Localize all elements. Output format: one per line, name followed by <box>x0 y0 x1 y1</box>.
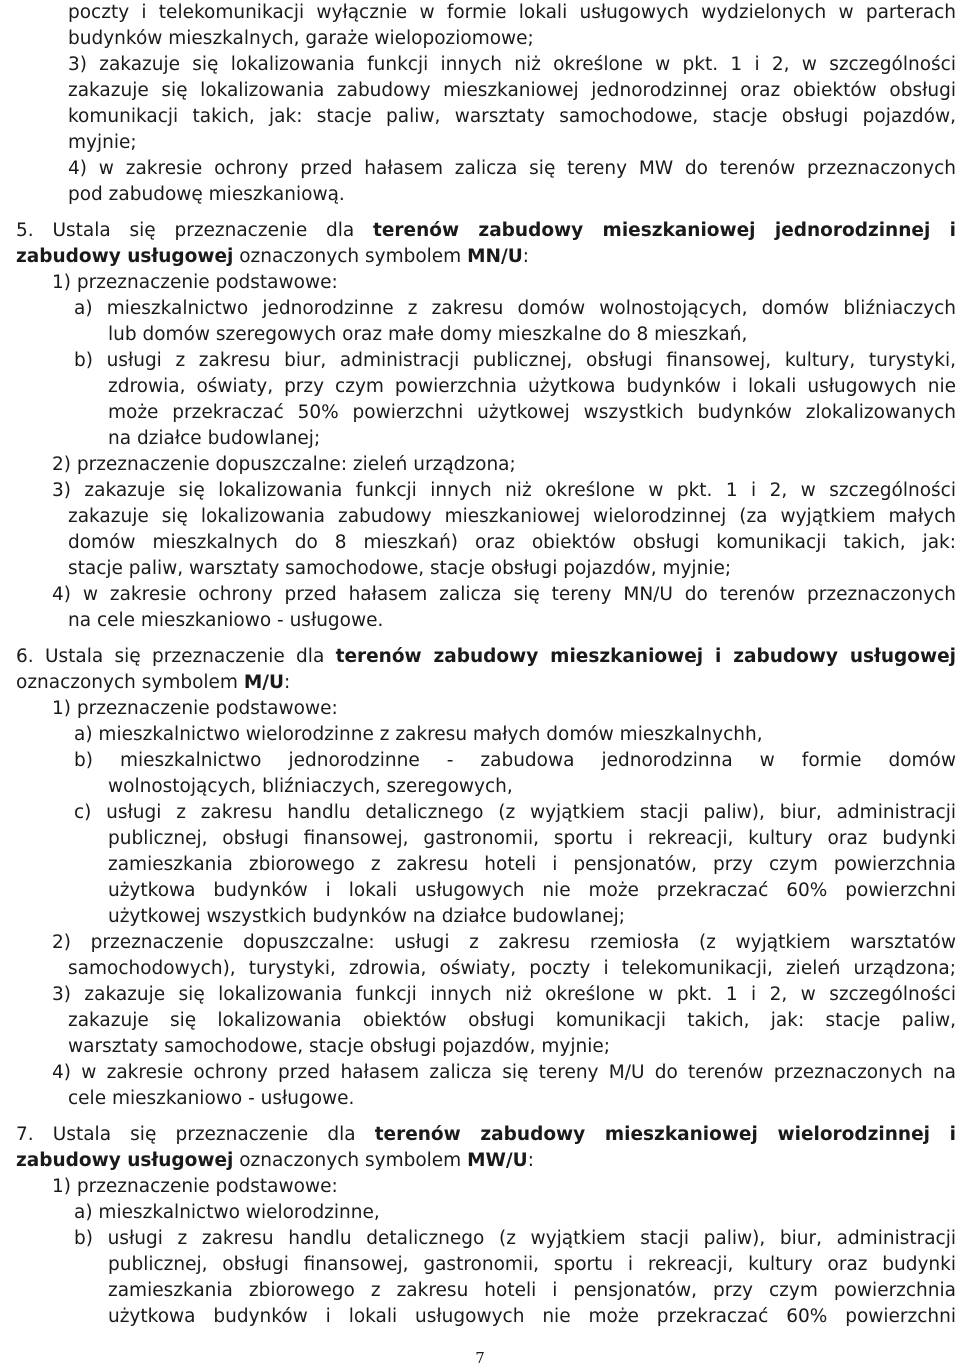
text-line: publicznej, obsługi finansowej, gastronomii, sportu i rekreacji, kultury oraz budynki <box>108 1254 956 1275</box>
section-7-heading <box>16 1122 956 1148</box>
text-line: komunikacji takich, jak: stacje paliw, warsztaty samochodowe, stacje obsługi pojazdów, <box>68 106 956 127</box>
symbol-label: oznaczonych symbolem <box>233 246 468 267</box>
section-5-intro: 5. Ustala się przeznaczenie dla <box>16 220 355 241</box>
text-line: b) mieszkalnictwo jednorodzinne - zabudowa jednorodzinna w formie domów <box>74 750 956 771</box>
section-6-intro: 6. Ustala się przeznaczenie dla <box>16 646 325 667</box>
text-line: użytkowa budynków i lokali usługowych nie może przekraczać 60% powierzchni <box>108 880 956 901</box>
text-line: wolnostojących, bliźniaczych, szeregowych, <box>108 776 513 797</box>
colon: : <box>527 1150 534 1171</box>
text-line: b) usługi z zakresu biur, administracji publicznej, obsługi finansowej, kultury, turystyki, <box>74 350 956 371</box>
text-line: 1) przeznaczenie podstawowe: <box>52 272 338 293</box>
text-line: może przekraczać 50% powierzchni użytkowej wszystkich budynków zlokalizowanych <box>108 402 956 423</box>
text-line: 4) w zakresie ochrony przed hałasem zalicza się tereny MW do terenów przeznaczonych <box>68 158 956 179</box>
page-number: 7 <box>475 1349 485 1367</box>
section-5-title-cont: zabudowy usługowej <box>16 246 234 267</box>
text-line: warsztaty samochodowe, stacje obsługi pojazdów, myjnie; <box>68 1036 611 1057</box>
text-line: zakazuje się lokalizowania zabudowy mieszkaniowej jednorodzinnej oraz obiektów obsługi <box>68 80 956 101</box>
text-line: lub domów szeregowych oraz małe domy mieszkalne do 8 mieszkań, <box>108 324 748 345</box>
symbol-mn-u: MN/U <box>467 246 523 267</box>
section-5-heading <box>16 218 956 244</box>
text-line: zamieszkania zbiorowego z zakresu hoteli i pensjonatów, przy czym powierzchnia <box>108 854 956 875</box>
text-line: zakazuje się lokalizowania obiektów obsługi komunikacji takich, jak: stacje paliw, <box>68 1010 956 1031</box>
section-5-title: terenów zabudowy mieszkaniowej jednorodzinnej i <box>373 220 956 241</box>
symbol-mw-u: MW/U <box>467 1150 528 1171</box>
section-6-heading <box>16 644 956 670</box>
text-line: 2) przeznaczenie dopuszczalne: zieleń urządzona; <box>52 454 516 475</box>
section-7-title-cont: zabudowy usługowej <box>16 1150 234 1171</box>
text-line: budynków mieszkalnych, garaże wielopoziomowe; <box>68 28 534 49</box>
text-line: a) mieszkalnictwo jednorodzinne z zakresu domów wolnostojących, domów bliźniaczych <box>74 298 956 319</box>
symbol-label: oznaczonych symbolem <box>233 1150 468 1171</box>
text-line: na cele mieszkaniowo - usługowe. <box>68 610 384 631</box>
text-line: 2) przeznaczenie dopuszczalne: usługi z zakresu rzemiosła (z wyjątkiem warsztatów <box>52 932 956 953</box>
text-line: myjnie; <box>68 132 137 153</box>
text-line: a) mieszkalnictwo wielorodzinne, <box>74 1202 380 1223</box>
text-line: c) usługi z zakresu handlu detalicznego (z wyjątkiem stacji paliw), biur, administracji <box>74 802 956 823</box>
text-line: zamieszkania zbiorowego z zakresu hoteli i pensjonatów, przy czym powierzchnia <box>108 1280 956 1301</box>
text-line: 3) zakazuje się lokalizowania funkcji innych niż określone w pkt. 1 i 2, w szczególności <box>52 984 956 1005</box>
colon: : <box>284 672 291 693</box>
text-line: 1) przeznaczenie podstawowe: <box>52 698 338 719</box>
symbol-m-u: M/U <box>243 672 285 693</box>
colon: : <box>522 246 529 267</box>
text-line: zdrowia, oświaty, przy czym powierzchnia użytkowa budynków i lokali usługowych nie <box>108 376 956 397</box>
text-line: 1) przeznaczenie podstawowe: <box>52 1176 338 1197</box>
text-line: pod zabudowę mieszkaniową. <box>68 184 345 205</box>
text-line: 4) w zakresie ochrony przed hałasem zalicza się tereny MN/U do terenów przeznaczonych <box>52 584 956 605</box>
section-6-title: terenów zabudowy mieszkaniowej i zabudowy usługowej <box>335 646 956 667</box>
text-line: na działce budowlanej; <box>108 428 321 449</box>
text-line: poczty i telekomunikacji wyłącznie w formie lokali usługowych wydzielonych w parterach <box>68 2 956 23</box>
text-line: cele mieszkaniowo - usługowe. <box>68 1088 355 1109</box>
text-line: samochodowych), turystyki, zdrowia, oświaty, poczty i telekomunikacji, zieleń urządzona; <box>68 958 956 979</box>
text-line: stacje paliw, warsztaty samochodowe, stacje obsługi pojazdów, myjnie; <box>68 558 732 579</box>
section-7-heading-cont <box>16 1148 956 1174</box>
text-line: 4) w zakresie ochrony przed hałasem zalicza się tereny M/U do terenów przeznaczonych na <box>52 1062 956 1083</box>
section-5-heading-cont <box>16 244 956 270</box>
text-line: 3) zakazuje się lokalizowania funkcji innych niż określone w pkt. 1 i 2, w szczególności <box>52 480 956 501</box>
text-line: domów mieszkalnych do 8 mieszkań) oraz obiektów obsługi komunikacji takich, jak: <box>68 532 956 553</box>
section-7-intro: 7. Ustala się przeznaczenie dla <box>16 1124 356 1145</box>
symbol-label: oznaczonych symbolem <box>16 672 244 693</box>
text-line: a) mieszkalnictwo wielorodzinne z zakresu małych domów mieszkalnychh, <box>74 724 763 745</box>
text-line: użytkowej wszystkich budynków na działce budowlanej; <box>108 906 625 927</box>
text-line: publicznej, obsługi finansowej, gastronomii, sportu i rekreacji, kultury oraz budynki <box>108 828 956 849</box>
text-line: użytkowa budynków i lokali usługowych nie może przekraczać 60% powierzchni <box>108 1306 956 1327</box>
text-line: zakazuje się lokalizowania zabudowy mieszkaniowej wielorodzinnej (za wyjątkiem małych <box>68 506 956 527</box>
text-line: b) usługi z zakresu handlu detalicznego (z wyjątkiem stacji paliw), biur, administracji <box>74 1228 956 1249</box>
section-6-heading-cont <box>16 670 956 696</box>
section-7-title: terenów zabudowy mieszkaniowej wielorodzinnej i <box>374 1124 956 1145</box>
text-line: 3) zakazuje się lokalizowania funkcji innych niż określone w pkt. 1 i 2, w szczególności <box>68 54 956 75</box>
